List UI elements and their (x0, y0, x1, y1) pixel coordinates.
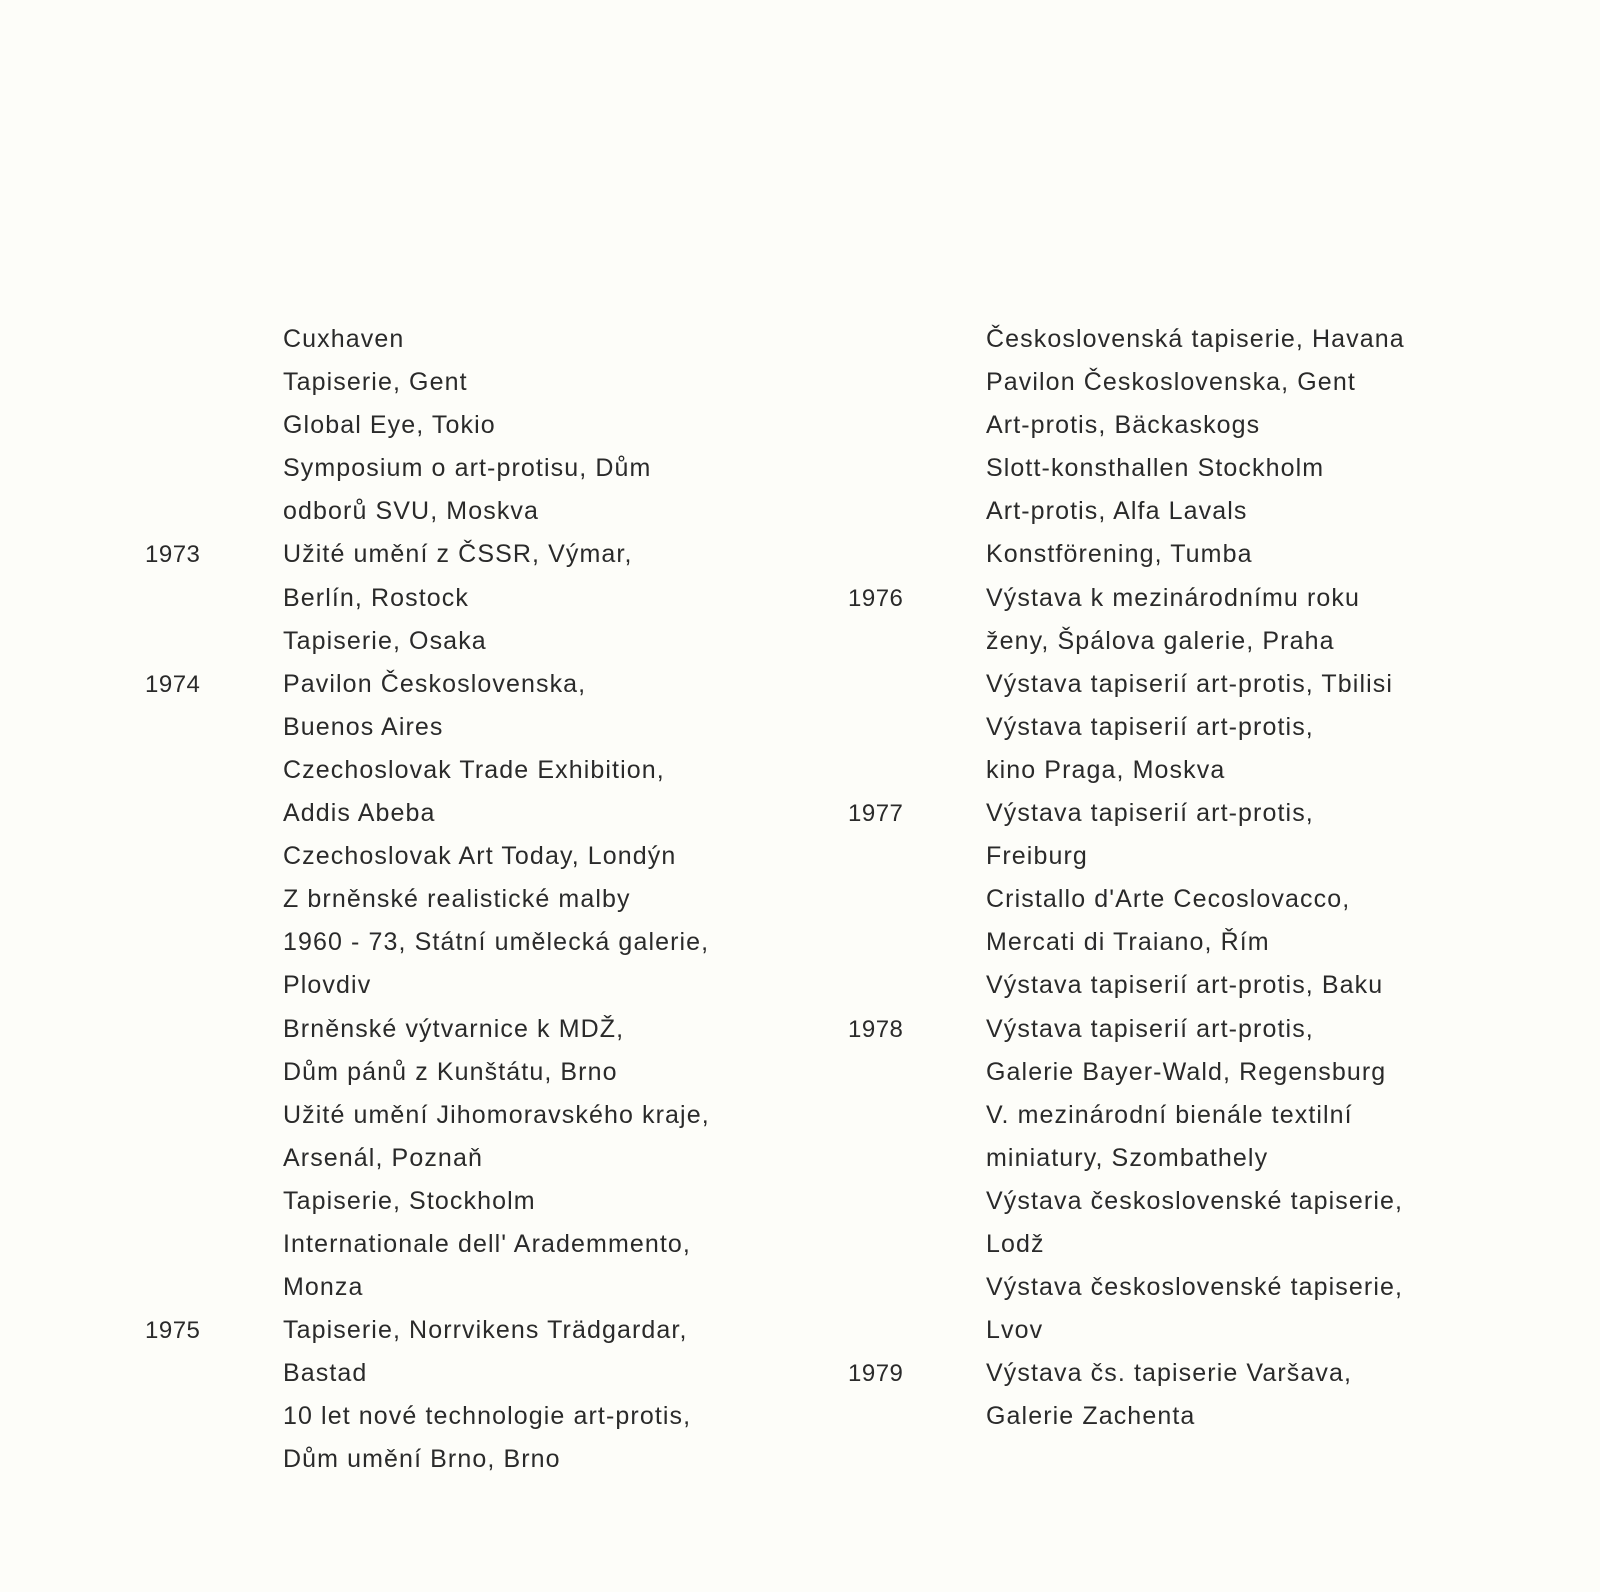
entry-text: Addis Abeba (283, 799, 436, 828)
entry-year: 1973 (145, 541, 201, 569)
exhibition-entry (145, 663, 805, 706)
entry-text: Galerie Bayer-Wald, Regensburg (986, 1057, 1387, 1086)
entry-text: Cristallo d'Arte Cecoslovacco, (986, 885, 1351, 914)
exhibition-entry (848, 749, 1548, 792)
exhibition-entry (848, 1266, 1548, 1309)
exhibition-entry (848, 792, 1548, 835)
exhibition-entry (145, 533, 805, 576)
entry-text: Arsenál, Poznaň (283, 1143, 483, 1172)
exhibition-entry (145, 361, 805, 404)
exhibition-entry (145, 1051, 805, 1094)
entry-text: Art-protis, Bäckaskogs (986, 411, 1261, 440)
exhibition-entry (145, 1094, 805, 1137)
entry-text: Výstava československé tapiserie, (986, 1186, 1404, 1215)
entry-text: 1960 - 73, Státní umělecká galerie, (283, 928, 710, 957)
entry-text: Výstava tapiserií art-protis, (986, 1014, 1314, 1043)
exhibition-entry (145, 1180, 805, 1223)
left-column (145, 318, 805, 1482)
entry-text: Lvov (986, 1316, 1044, 1345)
entry-text: Výstava československé tapiserie, (986, 1273, 1404, 1302)
exhibition-entry (848, 663, 1548, 706)
exhibition-entry (848, 404, 1548, 447)
entry-text: V. mezinárodní bienále textilní (986, 1100, 1353, 1129)
exhibition-entry (848, 490, 1548, 533)
entry-text: Výstava tapiserií art-protis, (986, 712, 1314, 741)
exhibition-entry (848, 1094, 1548, 1137)
exhibition-entry (848, 706, 1548, 749)
exhibition-entry (145, 1395, 805, 1438)
exhibition-entry (848, 1180, 1548, 1223)
exhibition-entry (848, 533, 1548, 576)
entry-text: Mercati di Traiano, Řím (986, 928, 1270, 957)
exhibition-entry (145, 1008, 805, 1051)
entry-text: Tapiserie, Osaka (283, 626, 487, 655)
entry-year: 1979 (848, 1360, 904, 1388)
exhibition-entry (848, 318, 1548, 361)
exhibition-entry (848, 835, 1548, 878)
entry-text: Výstava tapiserií art-protis, Baku (986, 971, 1384, 1000)
entry-text: Bastad (283, 1359, 368, 1388)
entry-text: Art-protis, Alfa Lavals (986, 497, 1248, 526)
exhibition-entry (848, 1352, 1548, 1395)
exhibition-entry (848, 447, 1548, 490)
entry-text: Konstförening, Tumba (986, 540, 1253, 569)
exhibition-entry (145, 921, 805, 964)
entry-text: Lodž (986, 1229, 1045, 1258)
exhibition-entry (145, 1438, 805, 1481)
exhibition-entry (848, 361, 1548, 404)
entry-text: Užité umění z ČSSR, Výmar, (283, 540, 633, 569)
entry-text: Tapiserie, Gent (283, 368, 468, 397)
exhibition-entry (848, 878, 1548, 921)
exhibition-entry (145, 749, 805, 792)
entry-text: odborů SVU, Moskva (283, 497, 540, 526)
exhibition-entry (848, 1008, 1548, 1051)
exhibition-entry (848, 1051, 1548, 1094)
exhibition-entry (145, 964, 805, 1007)
entry-text: Výstava tapiserií art-protis, (986, 799, 1314, 828)
exhibition-entry (145, 404, 805, 447)
exhibition-entry (145, 878, 805, 921)
exhibition-entry (145, 1223, 805, 1266)
exhibition-entry (145, 490, 805, 533)
entry-text: Z brněnské realistické malby (283, 885, 631, 914)
exhibition-entry (145, 706, 805, 749)
entry-year: 1976 (848, 584, 904, 612)
exhibition-entry (848, 620, 1548, 663)
exhibition-entry (145, 577, 805, 620)
exhibition-entry (145, 1309, 805, 1352)
entry-text: Tapiserie, Stockholm (283, 1186, 536, 1215)
exhibition-entry (848, 1137, 1548, 1180)
exhibition-entry (848, 577, 1548, 620)
exhibition-entry (848, 921, 1548, 964)
entry-text: Galerie Zachenta (986, 1402, 1196, 1431)
entry-text: Czechoslovak Trade Exhibition, (283, 755, 665, 784)
entry-text: Slott-konsthallen Stockholm (986, 454, 1325, 483)
entry-text: Buenos Aires (283, 712, 444, 741)
entry-text: kino Praga, Moskva (986, 755, 1226, 784)
entry-text: Československá tapiserie, Havana (986, 325, 1405, 353)
exhibition-entry (145, 620, 805, 663)
entry-year: 1974 (145, 670, 201, 698)
entry-text: Freiburg (986, 842, 1088, 871)
right-column (848, 318, 1548, 1438)
entry-text: Pavilon Československa, Gent (986, 368, 1356, 397)
exhibition-entry (848, 1395, 1548, 1438)
entry-year: 1977 (848, 800, 904, 828)
entry-text: Berlín, Rostock (283, 583, 470, 612)
exhibition-entry (145, 792, 805, 835)
entry-year: 1975 (145, 1317, 201, 1345)
entry-text: Výstava tapiserií art-protis, Tbilisi (986, 669, 1394, 698)
exhibition-entry (848, 1223, 1548, 1266)
entry-text: Užité umění Jihomoravského kraje, (283, 1100, 710, 1129)
entry-text: 10 let nové technologie art-protis, (283, 1402, 692, 1431)
entry-text: Monza (283, 1273, 364, 1302)
entry-text: Symposium o art-protisu, Dům (283, 454, 652, 483)
exhibition-entry (145, 318, 805, 361)
exhibition-entry (145, 1266, 805, 1309)
entry-text: Výstava čs. tapiserie Varšava, (986, 1359, 1353, 1388)
entry-text: Cuxhaven (283, 325, 405, 353)
exhibition-entry (145, 447, 805, 490)
entry-text: Global Eye, Tokio (283, 411, 496, 440)
entry-text: Dům umění Brno, Brno (283, 1445, 561, 1474)
exhibition-entry (145, 835, 805, 878)
entry-year: 1978 (848, 1015, 904, 1043)
entry-text: Tapiserie, Norrvikens Trädgardar, (283, 1316, 688, 1345)
entry-text: Czechoslovak Art Today, Londýn (283, 842, 677, 871)
exhibition-entry (145, 1352, 805, 1395)
entry-text: Plovdiv (283, 971, 372, 1000)
entry-text: miniatury, Szombathely (986, 1143, 1269, 1172)
entry-text: Internationale dell' Arademmento, (283, 1229, 691, 1258)
entry-text: ženy, Špálova galerie, Praha (986, 626, 1335, 655)
entry-text: Brněnské výtvarnice k MDŽ, (283, 1014, 625, 1043)
entry-text: Dům pánů z Kunštátu, Brno (283, 1057, 618, 1086)
entry-text: Výstava k mezinárodnímu roku (986, 583, 1361, 612)
exhibition-entry (848, 964, 1548, 1007)
exhibition-entry (145, 1137, 805, 1180)
entry-text: Pavilon Československa, (283, 669, 587, 698)
exhibition-entry (848, 1309, 1548, 1352)
